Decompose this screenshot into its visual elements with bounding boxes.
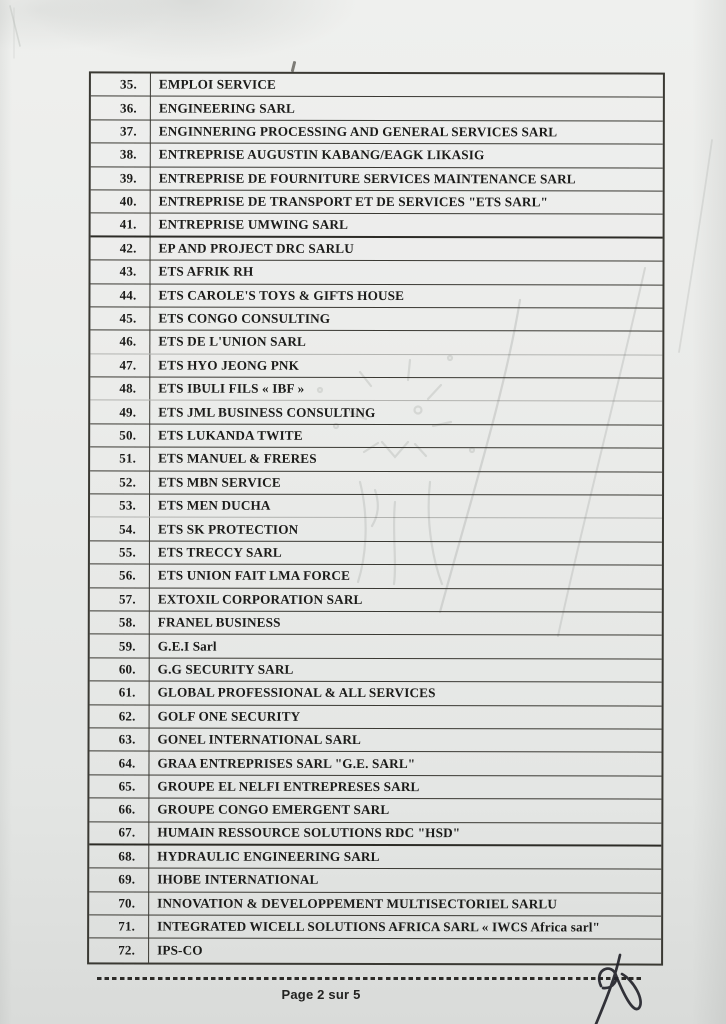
- row-number: 68.: [89, 845, 149, 868]
- company-name: ETS MEN DUCHA: [158, 497, 271, 513]
- table-row: [90, 541, 662, 566]
- table-row: [90, 284, 662, 309]
- table-row: [90, 565, 662, 590]
- table-row: [89, 752, 661, 777]
- row-number: 70.: [89, 892, 149, 915]
- company-name: ETS IBULI FILS « IBF »: [158, 380, 305, 397]
- row-number: 58.: [90, 611, 150, 634]
- row-number: 40.: [91, 190, 151, 213]
- row-number: 39.: [91, 167, 151, 190]
- company-name: ENGINEERING SARL: [158, 100, 296, 116]
- dashed-divider: [97, 977, 643, 980]
- company-name: GROUPE EL NELFI ENTREPRESES SARL: [157, 778, 420, 794]
- row-number: 54.: [90, 518, 150, 541]
- company-name: EP AND PROJECT DRC SARLU: [158, 240, 354, 256]
- row-number: 49.: [90, 401, 150, 424]
- row-number: 65.: [89, 775, 149, 798]
- row-number: 62.: [90, 705, 150, 728]
- company-name: GROUPE CONGO EMERGENT SARL: [157, 801, 390, 818]
- table-row: [91, 120, 663, 145]
- table-row: [90, 518, 662, 543]
- company-name: GONEL INTERNATIONAL SARL: [157, 731, 361, 748]
- company-name: INNOVATION & DEVELOPPEMENT MULTISECTORIEL SARLU: [157, 895, 558, 912]
- company-name: ENTREPRISE UMWING SARL: [158, 216, 349, 232]
- row-number: 57.: [90, 588, 150, 611]
- row-number: 45.: [90, 307, 150, 330]
- company-name: IPS-CO: [157, 942, 203, 958]
- row-number: 41.: [91, 214, 151, 236]
- table-row: [91, 97, 663, 122]
- table-row: [89, 799, 661, 824]
- table-row: [90, 588, 662, 613]
- row-number: 42.: [91, 237, 151, 260]
- table-row: [90, 494, 662, 519]
- table-row: [89, 892, 661, 917]
- company-name: EXTOXIL CORPORATION SARL: [157, 591, 363, 607]
- table-row: [90, 635, 662, 660]
- table-row: [90, 682, 662, 707]
- row-number: 50.: [90, 424, 150, 447]
- company-name: ETS TRECCY SARL: [157, 544, 282, 560]
- table-row: [89, 845, 661, 870]
- row-number: 67.: [89, 822, 149, 844]
- company-name: HYDRAULIC ENGINEERING SARL: [157, 848, 380, 865]
- company-name: ETS SK PROTECTION: [157, 521, 299, 537]
- company-name: INTEGRATED WICELL SOLUTIONS AFRICA SARL « IWCS Africa sarl": [157, 918, 601, 935]
- company-name: ENTREPRISE DE TRANSPORT ET DE SERVICES "ETS SARL": [158, 193, 549, 210]
- table-row: [91, 144, 663, 169]
- company-name: ETS MANUEL & FRERES: [158, 450, 317, 467]
- table-row: [90, 728, 662, 753]
- table-row: [89, 869, 661, 894]
- company-name: ETS MBN SERVICE: [158, 474, 281, 490]
- company-name: ETS JML BUSINESS CONSULTING: [158, 404, 376, 420]
- table-row: [91, 237, 663, 262]
- row-number: 38.: [91, 144, 151, 167]
- row-number: 53.: [90, 494, 150, 517]
- table-row: [91, 167, 663, 192]
- table-row: [89, 939, 661, 964]
- table-row: [89, 822, 661, 847]
- row-number: 47.: [90, 354, 150, 377]
- table-row: [90, 354, 662, 379]
- company-name: G.G SECURITY SARL: [157, 661, 294, 677]
- row-number: 44.: [90, 284, 150, 307]
- table-row: [90, 658, 662, 683]
- page-number-label: Page 2 sur 5: [281, 987, 361, 1002]
- row-number: 36.: [91, 97, 151, 120]
- company-name: G.E.I Sarl: [157, 638, 217, 654]
- row-number: 51.: [90, 448, 150, 471]
- row-number: 37.: [91, 120, 151, 143]
- stray-pen-tick: [291, 61, 296, 72]
- company-name: ETS UNION FAIT LMA FORCE: [157, 567, 351, 584]
- company-name: ETS AFRIK RH: [158, 263, 254, 280]
- company-name: ETS CAROLE'S TOYS & GIFTS HOUSE: [158, 287, 405, 303]
- company-name: IHOBE INTERNATIONAL: [157, 872, 319, 888]
- row-number: 48.: [90, 377, 150, 400]
- company-name: ETS LUKANDA TWITE: [158, 427, 303, 443]
- company-name: GOLF ONE SECURITY: [157, 708, 301, 724]
- table-row: [91, 73, 663, 98]
- row-number: 43.: [90, 261, 150, 284]
- table-row: [90, 611, 662, 636]
- row-number: 55.: [90, 541, 150, 564]
- table-row: [91, 190, 663, 215]
- row-number: 63.: [90, 728, 150, 751]
- row-number: 35.: [91, 73, 151, 96]
- company-name: GLOBAL PROFESSIONAL & ALL SERVICES: [157, 684, 436, 701]
- company-name: ENGINNERING PROCESSING AND GENERAL SERVICES SARL: [158, 123, 558, 140]
- row-number: 66.: [89, 799, 149, 822]
- company-name: EMPLOI SERVICE: [158, 76, 276, 92]
- row-number: 56.: [90, 565, 150, 588]
- table-row: [90, 424, 662, 449]
- row-number: 69.: [89, 869, 149, 892]
- row-number: 52.: [90, 471, 150, 494]
- company-name: ENTREPRISE DE FOURNITURE SERVICES MAINTENANCE SARL: [158, 170, 576, 187]
- row-number: 59.: [90, 635, 150, 658]
- table-row: [90, 261, 662, 286]
- table-row: [90, 401, 662, 426]
- row-number: 60.: [90, 658, 150, 681]
- table-row: [90, 471, 662, 496]
- table-row: [90, 377, 662, 402]
- table-row: [89, 775, 661, 800]
- company-name: ETS HYO JEONG PNK: [158, 357, 300, 373]
- company-name: HUMAIN RESSOURCE SOLUTIONS RDC "HSD": [157, 824, 461, 841]
- table-row: [89, 915, 661, 940]
- table-row: [90, 705, 662, 730]
- row-number: 61.: [90, 682, 150, 705]
- table-row: [91, 214, 663, 239]
- company-name: ENTREPRISE AUGUSTIN KABANG/EAGK LIKASIG: [158, 146, 485, 163]
- company-name: FRANEL BUSINESS: [157, 614, 281, 630]
- company-list-table: [87, 71, 665, 965]
- row-number: 72.: [89, 939, 149, 963]
- row-number: 71.: [89, 915, 149, 938]
- table-row: [90, 448, 662, 473]
- company-name: GRAA ENTREPRISES SARL "G.E. SARL": [157, 755, 416, 771]
- company-name: ETS DE L'UNION SARL: [158, 334, 306, 350]
- table-row: [90, 331, 662, 356]
- row-number: 46.: [90, 331, 150, 354]
- row-number: 64.: [89, 752, 149, 775]
- table-row: [90, 307, 662, 332]
- company-name: ETS CONGO CONSULTING: [158, 310, 331, 326]
